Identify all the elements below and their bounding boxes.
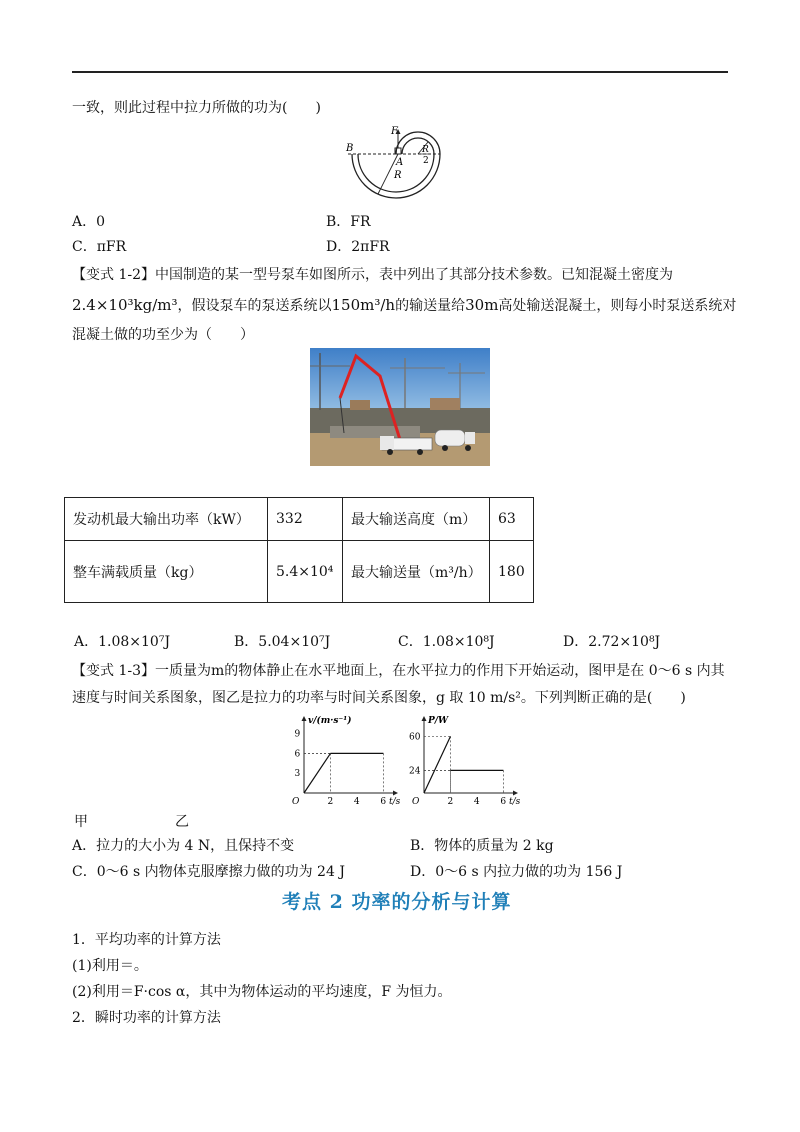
q1-option-b: B．FR (326, 214, 371, 230)
q1-option-d: D．2πFR (326, 239, 390, 255)
q2-option-b: B．5.04×10⁷J (234, 634, 331, 650)
label-B: B (346, 143, 354, 154)
label-R2-num: R (422, 145, 429, 155)
table-cell: 5.4×10⁴ (268, 541, 343, 603)
q3-tag: 【变式 1-3】 (72, 663, 155, 679)
x-axis-arrow (513, 791, 518, 796)
x-tick-label: 4 (473, 797, 480, 805)
body-line-1: 1．平均功率的计算方法 (72, 932, 221, 948)
y-axis-arrow (302, 716, 307, 721)
q2-line3: 混凝土做的功至少为（ ） (72, 327, 254, 343)
q3-option-c: C．0～6 s 内物体克服摩擦力做的功为 24 J (72, 864, 345, 880)
spec-table (64, 497, 534, 603)
y-axis-arrow (422, 716, 427, 721)
x-tick-label: 4 (353, 797, 360, 805)
q3-line2: 速度与时间关系图象，图乙是拉力的功率与时间关系图象，g 取 10 m/s²。下列判断正确的是( ) (72, 690, 686, 706)
section-title: 考点 2 功率的分析与计算 (282, 891, 512, 913)
body-line-3: (2)利用＝F·cos α，其中为物体运动的平均速度，F 为恒力。 (72, 984, 452, 1000)
q1-option-c: C．πFR (72, 239, 127, 255)
table-cell: 63 (490, 498, 534, 541)
y-tick-label: 60 (409, 732, 421, 743)
q2-line2: 2.4×10³kg/m³，假设泵车的泵送系统以150m³/h的输送量给30m高处输送混凝土，则每小时泵送系统对 (72, 296, 737, 314)
series-line (304, 753, 330, 793)
table-cell: 整车满载质量（kg） (65, 541, 268, 603)
q3-option-d: D．0～6 s 内拉力做的功为 156 J (410, 864, 623, 880)
velocity-time-chart (282, 713, 402, 805)
q2-option-c: C．1.08×10⁸J (398, 634, 495, 650)
x-tick-label: 6 (380, 797, 387, 805)
pump-truck-photo (310, 348, 490, 466)
x-tick-label: 2 (327, 797, 334, 805)
y-axis-label: v/(m·s⁻¹) (308, 716, 352, 726)
q3-option-a: A．拉力的大小为 4 N，且保持不变 (72, 838, 295, 854)
y-tick-label: 9 (294, 729, 301, 740)
y-axis-label: P/W (428, 716, 449, 726)
y-tick-label: 3 (294, 769, 301, 780)
x-axis-label: t/s (509, 797, 521, 805)
x-tick-label: 2 (447, 797, 454, 805)
flow-value: 150m³/h (331, 296, 396, 314)
q2-option-a: A．1.08×10⁷J (74, 634, 171, 650)
body-line-4: 2．瞬时功率的计算方法 (72, 1010, 221, 1026)
body-line-2: (1)利用＝。 (72, 958, 148, 974)
label-R: R (394, 170, 402, 181)
table-cell: 最大输送高度（m） (343, 498, 490, 541)
chart-caption-yi: 乙 (175, 814, 189, 830)
height-value: 30m (465, 296, 499, 314)
header-rule (72, 71, 728, 73)
x-tick-label: 6 (500, 797, 507, 805)
table-cell: 最大输送量（m³/h） (343, 541, 490, 603)
track-figure (340, 118, 460, 204)
q2-tag: 【变式 1-2】 (72, 267, 155, 283)
origin-label: O (292, 797, 300, 805)
power-time-chart (402, 713, 522, 805)
label-R2-den: 2 (423, 156, 429, 166)
origin-label: O (412, 797, 420, 805)
small-inner-arc (402, 138, 434, 154)
q2-option-d: D．2.72×10⁸J (563, 634, 661, 650)
label-A: A (396, 157, 404, 168)
table-cell: 332 (268, 498, 343, 541)
series-line (424, 736, 450, 793)
chart-caption-jia: 甲 (74, 814, 88, 830)
y-tick-label: 24 (409, 766, 421, 777)
x-axis-arrow (393, 791, 398, 796)
q2-line1: 【变式 1-2】中国制造的某一型号泵车如图所示，表中列出了其部分技术参数。已知混凝土密度为 (72, 267, 673, 283)
y-tick-label: 6 (294, 749, 301, 760)
q3-option-b: B．物体的质量为 2 kg (410, 838, 554, 854)
table-row (65, 541, 534, 603)
table-cell: 180 (490, 541, 534, 603)
x-axis-label: t/s (389, 797, 401, 805)
table-row (65, 498, 534, 541)
intro-line: 一致，则此过程中拉力所做的功为( ) (72, 100, 321, 116)
q1-option-a: A．0 (72, 214, 106, 230)
label-F: F (391, 126, 398, 137)
table-cell: 发动机最大输出功率（kW） (65, 498, 268, 541)
q3-line1: 【变式 1-3】一质量为m的物体静止在水平地面上，在水平拉力的作用下开始运动，图甲是在 0～6 s 内其 (72, 663, 725, 679)
density-value: 2.4×10³kg/m³ (72, 296, 178, 314)
